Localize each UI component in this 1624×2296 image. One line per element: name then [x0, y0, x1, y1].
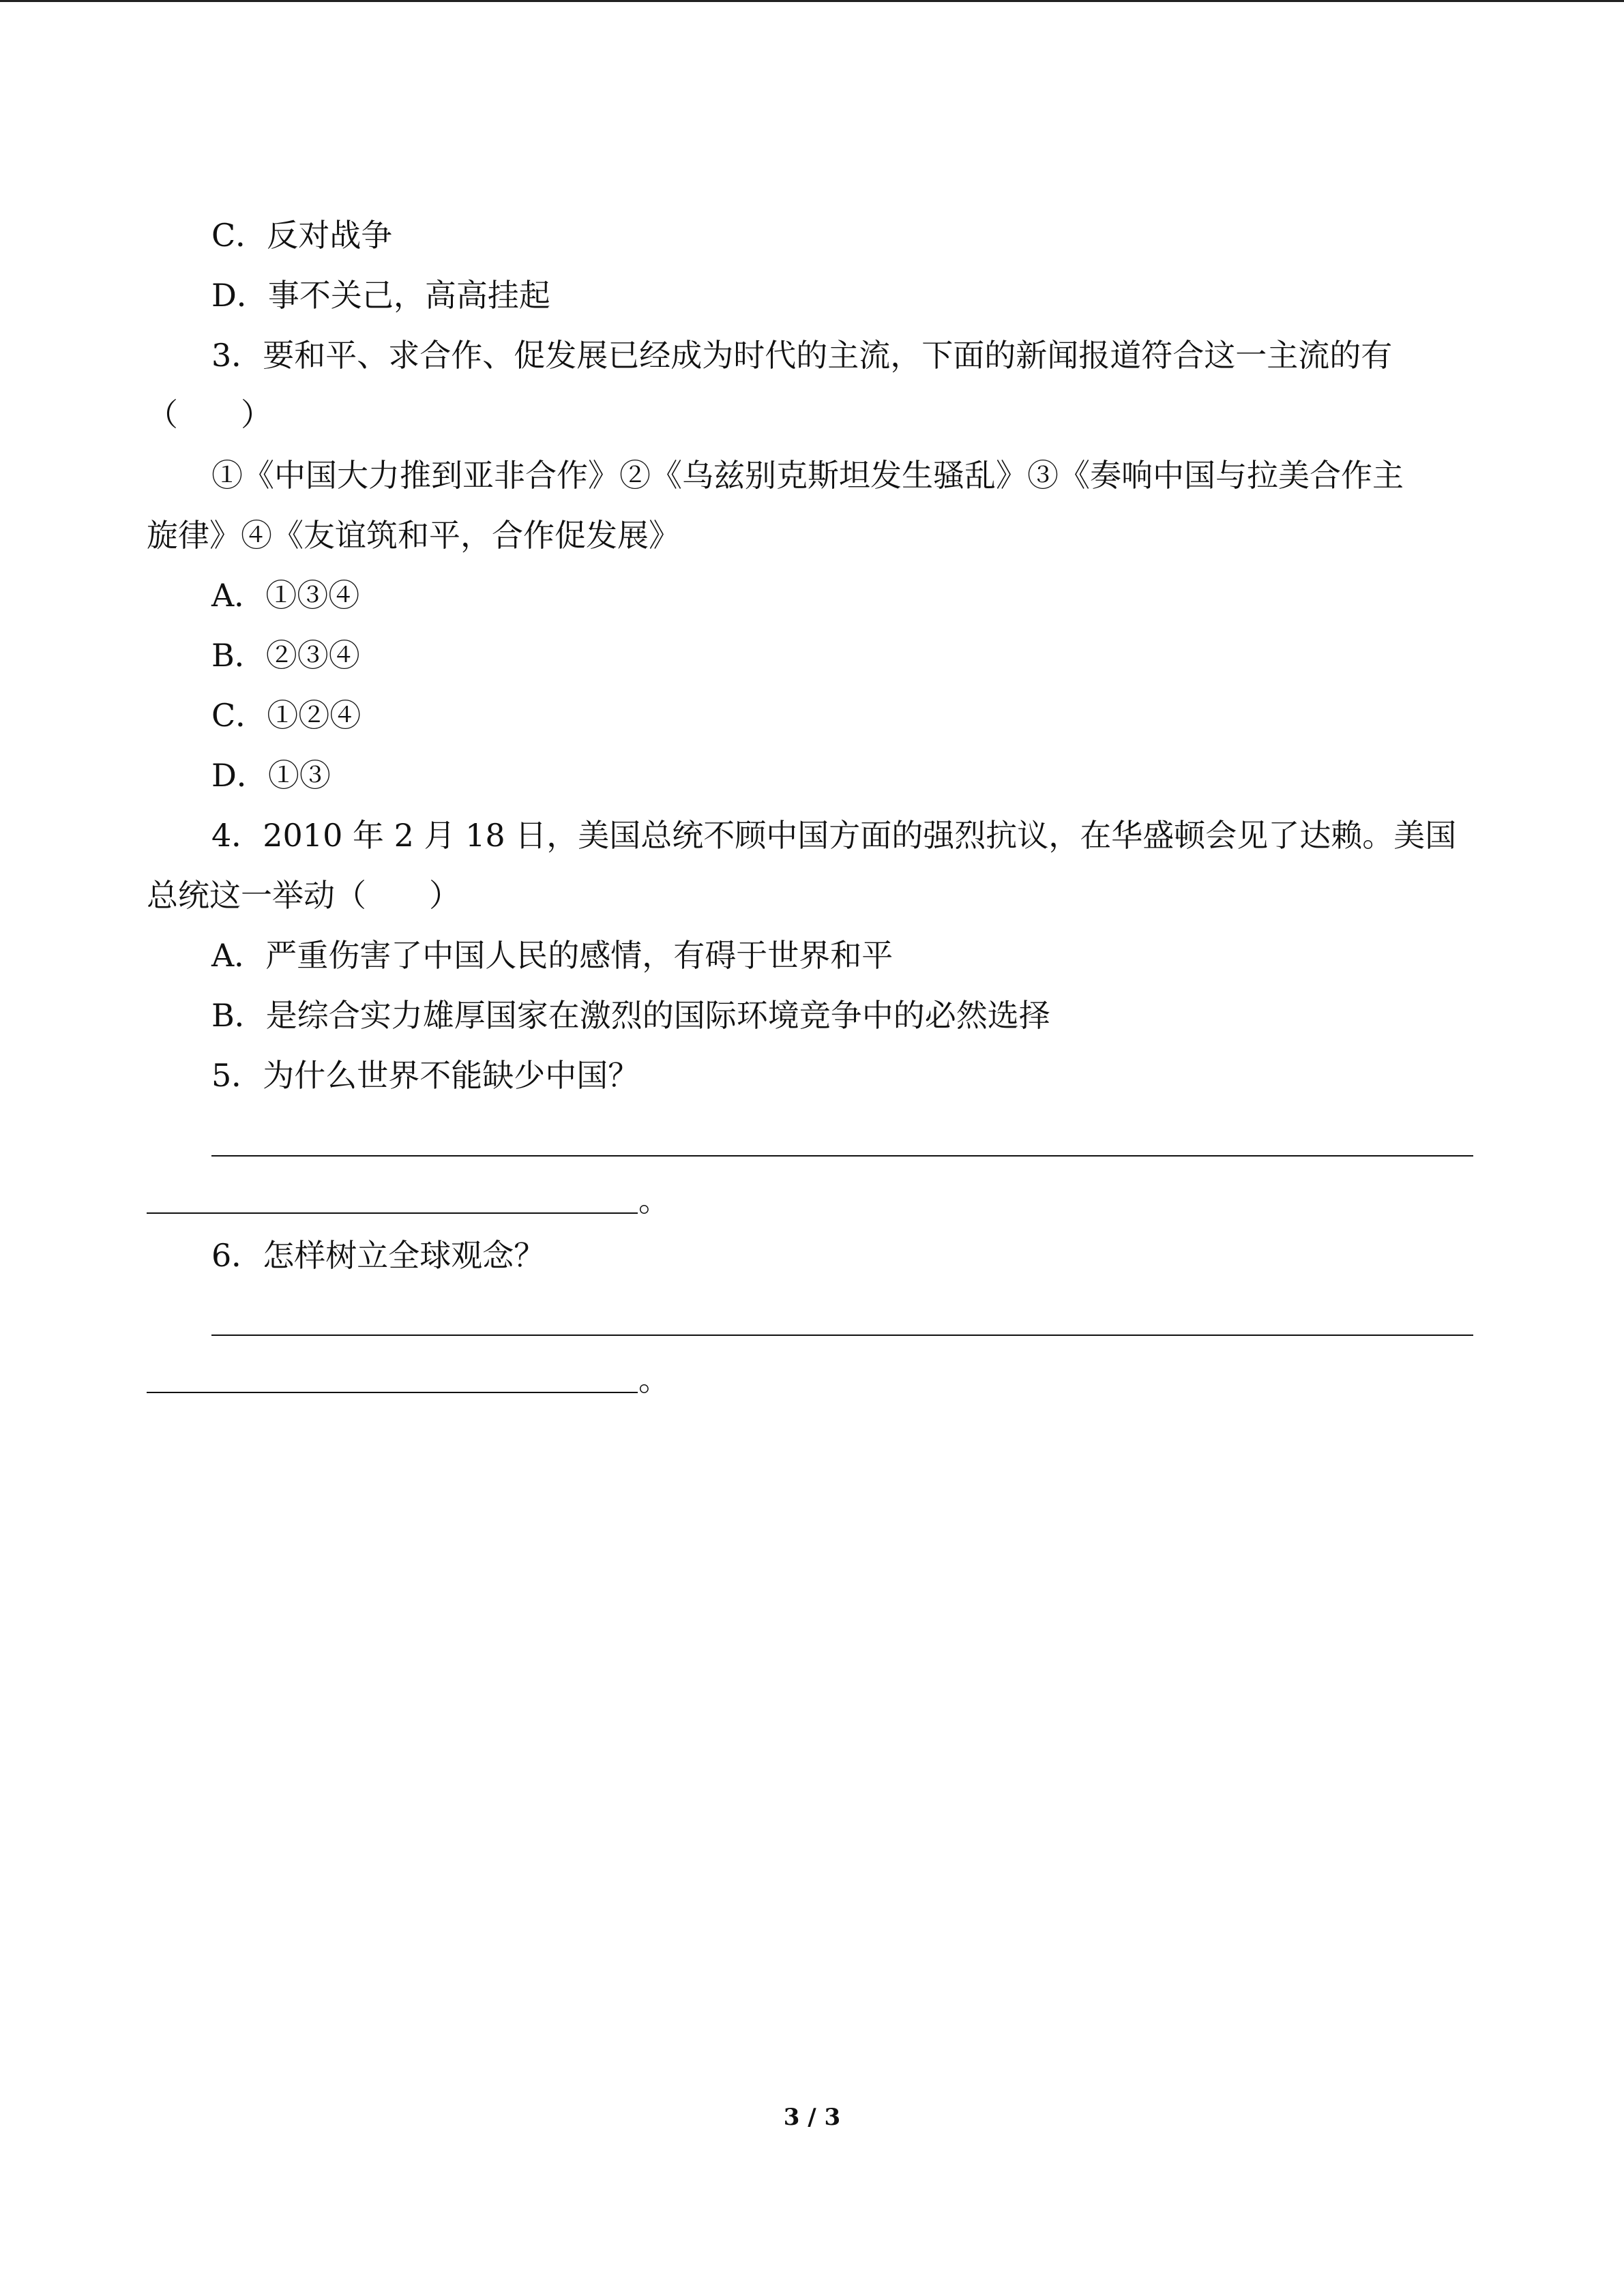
q3-option-a: A．①③④: [211, 577, 360, 614]
top-border-rule: [0, 0, 1624, 2]
q4-option-a: A．严重伤害了中国人民的感情，有碍于世界和平: [211, 937, 894, 974]
q3-option-b: B．②③④: [211, 637, 360, 674]
q3-option-c: C．①②④: [211, 697, 361, 734]
q6-stem: 6．怎样树立全球观念？: [211, 1237, 546, 1274]
q3-option-d: D．①③: [211, 757, 331, 794]
page-number: 3 / 3: [783, 2104, 841, 2131]
q5-answer-line-2[interactable]: [147, 1212, 638, 1214]
q4-option-b: B．是综合实力雄厚国家在激烈的国际环境竞争中的必然选择: [211, 997, 1050, 1034]
q6-answer-line-1[interactable]: [211, 1335, 1473, 1336]
q5-answer-period: 。: [638, 1182, 670, 1219]
q2-option-c: C．反对战争: [211, 217, 393, 254]
q6-answer-period: 。: [638, 1361, 670, 1398]
q2-option-d: D．事不关己，高高挂起: [211, 277, 550, 314]
q6-answer-line-2[interactable]: [147, 1392, 638, 1393]
q3-stem-line1: 3．要和平、求合作、促发展已经成为时代的主流，下面的新闻报道符合这一主流的有: [211, 337, 1393, 374]
q3-stem-line2: （ ）: [147, 396, 272, 433]
q3-items-line1: ①《中国大力推到亚非合作》②《乌兹别克斯坦发生骚乱》③《奏响中国与拉美合作主: [211, 457, 1404, 494]
q5-answer-line-1[interactable]: [211, 1155, 1473, 1157]
q5-stem: 5．为什么世界不能缺少中国？: [211, 1057, 640, 1094]
q4-stem-line1: 4．2010 年 2 月 18 日，美国总统不顾中国方面的强烈抗议，在华盛顿会见了达赖。美国: [211, 817, 1457, 854]
q4-stem-line2: 总统这一举动（ ）: [147, 877, 460, 914]
q3-items-line2: 旋律》④《友谊筑和平，合作促发展》: [147, 517, 680, 554]
